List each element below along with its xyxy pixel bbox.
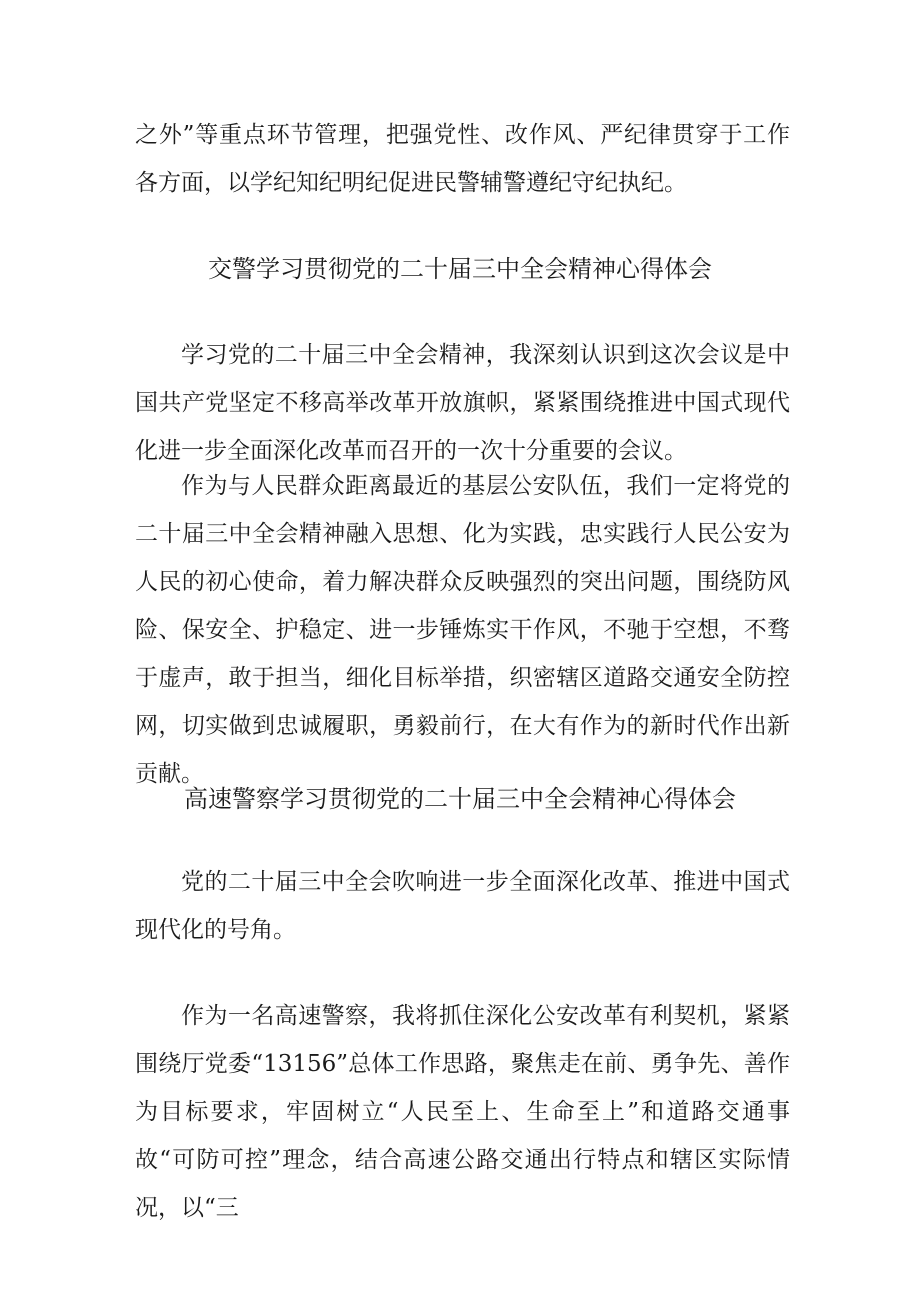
section-title-traffic-police: 交警学习贯彻党的二十届三中全会精神心得体会 bbox=[208, 255, 712, 283]
intro-paragraph: 之外”等重点环节管理，把强党性、改作风、严纪律贯穿于工作各方面，以学纪知纪明纪促进民警辅警遵纪守纪执纪。 bbox=[135, 122, 790, 196]
section-2-paragraph-1: 党的二十届三中全会吹响进一步全面深化改革、推进中国式现代化的号角。 bbox=[135, 869, 790, 943]
section-1-paragraph-2: 作为与人民群众距离最近的基层公安队伍，我们一定将党的二十届三中全会精神融入思想、化为实践，忠实践行人民公安为人民的初心使命，着力解决群众反映强烈的突出问题，围绕防风险、保安全、护稳定、进一步锤炼实干作风，不驰于空想，不骛于虚声，敢于担当，细化目标举措，织密辖区道路交通安全防控网，切实做到忠诚履职，勇毅前行，在大有作为的新时代作出新贡献。 bbox=[135, 473, 790, 787]
section-1-paragraph-1: 学习党的二十届三中全会精神，我深刻认识到这次会议是中国共产党坚定不移高举改革开放旗帜，紧紧围绕推进中国式现代化进一步全面深化改革而召开的一次十分重要的会议。 bbox=[135, 342, 790, 464]
section-2-paragraph-2: 作为一名高速警察，我将抓住深化公安改革有利契机，紧紧围绕厅党委“13156”总体工作思路，聚焦走在前、勇争先、善作为目标要求，牢固树立“人民至上、生命至上”和道路交通事故“可防可控”理念，结合高速公路交通出行特点和辖区实际情况，以“三 bbox=[135, 1003, 790, 1221]
section-title-highway-police: 高速警察学习贯彻党的二十届三中全会精神心得体会 bbox=[184, 785, 736, 813]
